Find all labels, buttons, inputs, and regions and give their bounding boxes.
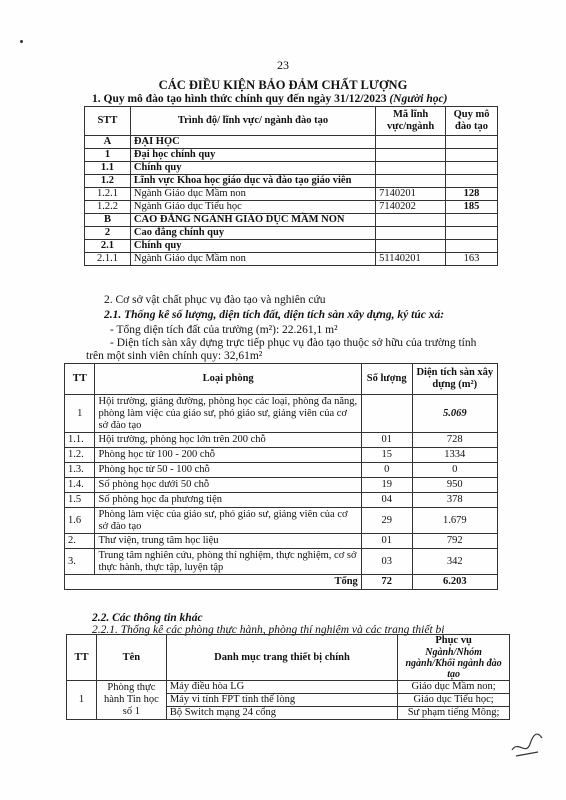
table-cell: 163 <box>446 253 498 266</box>
table-cell: 728 <box>412 433 497 448</box>
table-cell: 1.679 <box>412 508 497 534</box>
table-cell: Ngành Giáo dục Tiểu học <box>130 201 375 214</box>
section1-note: (Người học) <box>389 93 448 105</box>
table-cell: 792 <box>412 534 497 549</box>
section21-heading: 2.1. Thống kê số lượng, diện tích đất, diện tích sàn xây dựng, ký túc xá: <box>104 309 445 321</box>
table-cell: CAO ĐẲNG NGÀNH GIÁO DỤC MẦM NON <box>130 214 375 227</box>
training-scale-table <box>84 106 498 266</box>
table-row <box>65 493 498 508</box>
table-cell <box>376 227 446 240</box>
table-cell <box>376 240 446 253</box>
table-cell: 1.6 <box>65 508 95 534</box>
table-cell: Số phòng học dưới 50 chỗ <box>95 478 361 493</box>
header-cell: Mã lĩnh vực/ngành <box>376 107 446 136</box>
table-cell <box>446 240 498 253</box>
land-area-text: - Tổng diện tích đất của trường (m²): 22.261,1 m² <box>110 324 338 336</box>
table-row <box>65 463 498 478</box>
table-cell: Lĩnh vực Khoa học giáo dục và đào tạo giáo viên <box>130 175 375 188</box>
table-cell: Ngành Giáo dục Mầm non <box>130 188 375 201</box>
table-cell: Phòng học từ 100 - 200 chỗ <box>95 448 361 463</box>
table-cell: 1 <box>65 395 95 433</box>
table-row <box>85 188 498 201</box>
table-cell <box>446 136 498 149</box>
table-row <box>85 175 498 188</box>
serves-item: Giáo dục Mầm non; <box>398 681 510 694</box>
table-cell: Số phòng học đa phương tiện <box>95 493 361 508</box>
header-cell: STT <box>85 107 131 136</box>
table-cell: 1.2 <box>85 175 131 188</box>
table-cell: 1 <box>85 149 131 162</box>
table-cell: 03 <box>361 549 412 575</box>
table-cell: B <box>85 214 131 227</box>
table-row <box>65 478 498 493</box>
table-cell: ĐẠI HỌC <box>130 136 375 149</box>
section221-heading: 2.2.1. Thống kê các phòng thực hành, phòng thí nghiệm và các trang thiết bị <box>92 624 445 636</box>
floor-area-text-line1: - Diện tích sàn xây dựng trực tiếp phục vụ đào tạo thuộc sở hữu của trường tính <box>110 337 477 349</box>
table-cell: 1.1 <box>85 162 131 175</box>
table-cell: 7140202 <box>376 201 446 214</box>
handwritten-initials <box>508 722 548 762</box>
table-cell <box>376 214 446 227</box>
table-cell <box>446 227 498 240</box>
table-cell: 1334 <box>412 448 497 463</box>
table-cell: 3. <box>65 549 95 575</box>
table-cell: 7140201 <box>376 188 446 201</box>
table-cell: Phòng học từ 50 - 100 chỗ <box>95 463 361 478</box>
table-cell <box>376 162 446 175</box>
header-cell: Danh mục trang thiết bị chính <box>166 635 397 681</box>
table-cell <box>446 149 498 162</box>
scan-speck <box>20 40 23 43</box>
table-cell: Thư viện, trung tâm học liệu <box>95 534 361 549</box>
section2-heading: 2. Cơ sở vật chất phục vụ đào tạo và nghiên cứu <box>104 294 326 306</box>
table-row <box>85 201 498 214</box>
table-cell: 128 <box>446 188 498 201</box>
table-cell: Ngành Giáo dục Mầm non <box>130 253 375 266</box>
table-row <box>65 448 498 463</box>
table-cell: 1.4. <box>65 478 95 493</box>
header-cell: Tên <box>96 635 166 681</box>
header-cell: Trình độ/ lĩnh vực/ ngành đào tạo <box>130 107 375 136</box>
table-cell: 1.5 <box>65 493 95 508</box>
table-cell: 51140201 <box>376 253 446 266</box>
table-cell: Hội trường, giảng đường, phòng học các loại, phòng đa năng, phòng làm việc của giáo sư, phó giáo sư, giảng viên của cơ sở đào tạo <box>95 395 361 433</box>
table-cell: Chính quy <box>130 240 375 253</box>
table-cell: 2.1 <box>85 240 131 253</box>
table-cell <box>446 175 498 188</box>
header-cell: Số lượng <box>361 364 412 395</box>
table-cell: 0 <box>412 463 497 478</box>
table-header-row <box>85 107 498 136</box>
table-cell <box>361 395 412 433</box>
table-cell: 1.3. <box>65 463 95 478</box>
table-row <box>65 508 498 534</box>
total-row <box>65 575 498 590</box>
table-cell: 378 <box>412 493 497 508</box>
header-cell: Diện tích sàn xây dựng (m²) <box>412 364 497 395</box>
table-row <box>85 149 498 162</box>
table-cell: 0 <box>361 463 412 478</box>
table-cell <box>446 162 498 175</box>
table-cell: 342 <box>412 549 497 575</box>
table-cell: Cao đẳng chính quy <box>130 227 375 240</box>
table-cell <box>376 149 446 162</box>
header-cell: Quy mô đào tạo <box>446 107 498 136</box>
page-number: 23 <box>277 58 289 72</box>
document-title: CÁC ĐIỀU KIỆN BẢO ĐẢM CHẤT LƯỢNG <box>158 78 408 92</box>
table-cell: Phòng làm việc của giáo sư, phó giáo sư, giảng viên của cơ sở đào tạo <box>95 508 361 534</box>
table-cell: 2. <box>65 534 95 549</box>
total-count: 72 <box>361 575 412 590</box>
table-cell: Chính quy <box>130 162 375 175</box>
facility-table <box>64 363 498 590</box>
table-cell: 1 <box>67 681 97 720</box>
section1-heading <box>92 93 447 105</box>
table-cell <box>446 214 498 227</box>
table-row <box>85 253 498 266</box>
table-row <box>65 534 498 549</box>
total-label: Tổng <box>65 575 362 590</box>
equipment-item: Máy điều hòa LG <box>166 681 397 694</box>
table-row <box>67 681 510 694</box>
table-row <box>85 136 498 149</box>
table-cell: 01 <box>361 433 412 448</box>
table-header-row <box>67 635 510 681</box>
table-cell: 1.1. <box>65 433 95 448</box>
section22-heading: 2.2. Các thông tin khác <box>92 612 203 624</box>
table-cell: Trung tâm nghiên cứu, phòng thí nghiệm, thực nghiệm, cơ sở thực hành, thực tập, luyện tập <box>95 549 361 575</box>
table-cell: 01 <box>361 534 412 549</box>
table-cell: 2.1.1 <box>85 253 131 266</box>
header-cell: Loại phòng <box>95 364 361 395</box>
table-cell <box>376 175 446 188</box>
table-cell: A <box>85 136 131 149</box>
table-cell: Hội trường, phòng học lớn trên 200 chỗ <box>95 433 361 448</box>
header-cell-serves <box>398 635 510 681</box>
table-cell: 1.2.2 <box>85 201 131 214</box>
floor-area-text-line2: trên một sinh viên chính quy: 32,61m² <box>86 350 263 362</box>
section1-title: 1. Quy mô đào tạo hình thức chính quy đến ngày 31/12/2023 <box>92 93 387 105</box>
header-serves-label: Phục vụ <box>435 635 472 646</box>
table-cell: 1.2. <box>65 448 95 463</box>
table-cell: Đại học chính quy <box>130 149 375 162</box>
table-cell: 950 <box>412 478 497 493</box>
table-row <box>65 549 498 575</box>
table-cell: 185 <box>446 201 498 214</box>
header-serves-sub: Ngành/Nhóm ngành/Khối ngành đào tạo <box>405 647 502 680</box>
table-row <box>85 240 498 253</box>
table-cell <box>376 136 446 149</box>
serves-item: Sư phạm tiếng Mông; <box>398 707 510 720</box>
table-row <box>85 214 498 227</box>
table-cell: 2 <box>85 227 131 240</box>
serves-item: Giáo dục Tiểu học; <box>398 694 510 707</box>
header-cell: TT <box>67 635 97 681</box>
table-row <box>85 162 498 175</box>
table-cell: 04 <box>361 493 412 508</box>
equipment-item: Máy vi tính FPT tính thể lòng <box>166 694 397 707</box>
lab-name: Phòng thực hành Tin học số 1 <box>96 681 166 720</box>
table-cell: 1.2.1 <box>85 188 131 201</box>
header-cell: TT <box>65 364 95 395</box>
total-area: 6.203 <box>412 575 497 590</box>
table-row <box>65 433 498 448</box>
table-row <box>85 227 498 240</box>
lab-equipment-table <box>66 634 510 720</box>
table-cell: 5.069 <box>412 395 497 433</box>
table-cell: 19 <box>361 478 412 493</box>
table-cell: 15 <box>361 448 412 463</box>
table-row <box>65 395 498 433</box>
table-header-row <box>65 364 498 395</box>
table-cell: 29 <box>361 508 412 534</box>
equipment-item: Bộ Switch mạng 24 cổng <box>166 707 397 720</box>
